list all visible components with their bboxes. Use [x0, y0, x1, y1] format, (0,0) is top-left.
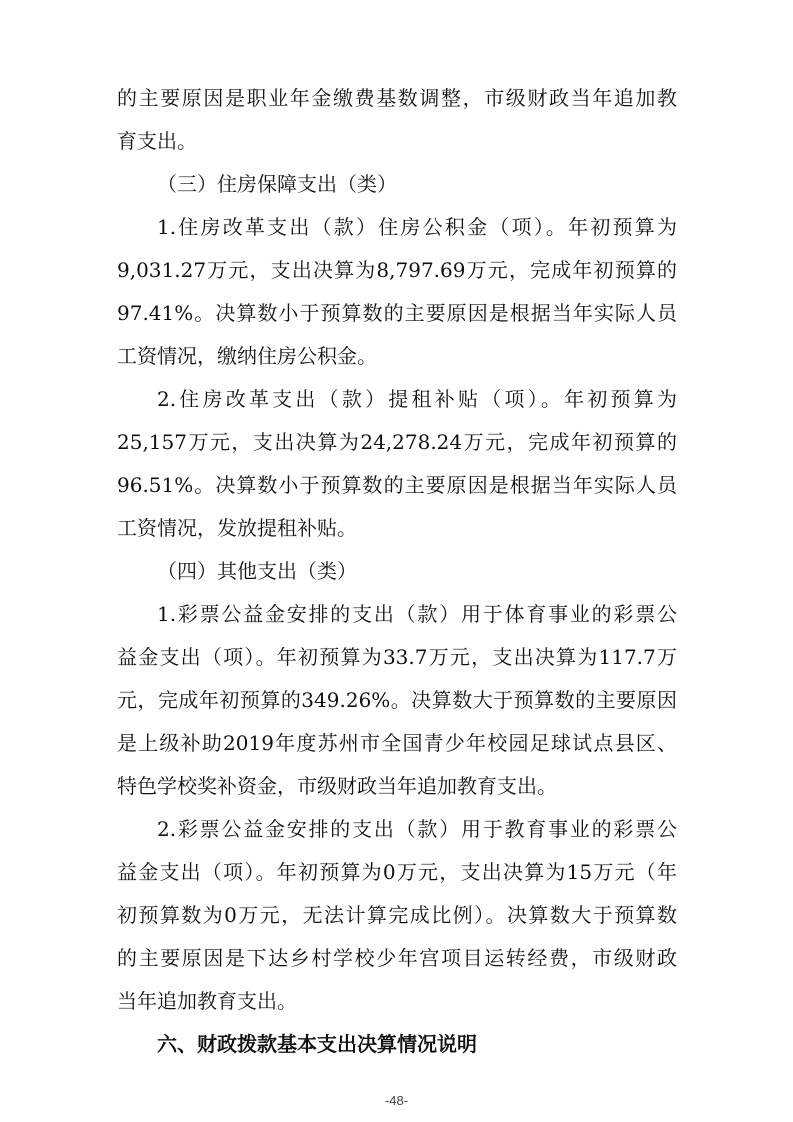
body-line: 育支出。	[117, 129, 197, 153]
body-line: 当年追加教育支出。	[117, 989, 297, 1013]
body-line: 9,031.27万元，支出决算为8,797.69万元，完成年初预算的	[117, 258, 677, 282]
body-line: 的主要原因是职业年金缴费基数调整，市级财政当年追加教	[117, 86, 677, 110]
section-subheading: （四）其他支出（类）	[157, 559, 357, 583]
body-line: 工资情况，发放提租补贴。	[117, 516, 357, 540]
body-line: 97.41%。决算数小于预算数的主要原因是根据当年实际人员	[117, 301, 677, 325]
body-line: 元，完成年初预算的349.26%。决算数大于预算数的主要原因	[117, 688, 677, 712]
body-line: 1.彩票公益金安排的支出（款）用于体育事业的彩票公	[157, 602, 677, 626]
body-line: 特色学校奖补资金，市级财政当年追加教育支出。	[117, 774, 557, 798]
body-line: 96.51%。决算数小于预算数的主要原因是根据当年实际人员	[117, 473, 677, 497]
body-line: 2.住房改革支出（款）提租补贴（项）。年初预算为	[157, 387, 677, 411]
body-line: 益金支出（项）。年初预算为33.7万元，支出决算为117.7万	[117, 645, 677, 669]
page-number: -48-	[384, 1093, 409, 1108]
section-heading: 六、财政拨款基本支出决算情况说明	[157, 1032, 477, 1056]
section-subheading: （三）住房保障支出（类）	[157, 172, 397, 196]
body-line: 工资情况，缴纳住房公积金。	[117, 344, 377, 368]
body-line: 的主要原因是下达乡村学校少年宫项目运转经费，市级财政	[117, 946, 677, 970]
body-line: 2.彩票公益金安排的支出（款）用于教育事业的彩票公	[157, 817, 677, 841]
body-line: 1.住房改革支出（款）住房公积金（项）。年初预算为	[157, 215, 677, 239]
body-line: 是上级补助2019年度苏州市全国青少年校园足球试点县区、	[117, 731, 677, 755]
body-line: 初预算数为0万元，无法计算完成比例）。决算数大于预算数	[117, 903, 677, 927]
body-line: 25,157万元，支出决算为24,278.24万元，完成年初预算的	[117, 430, 677, 454]
body-line: 益金支出（项）。年初预算为0万元，支出决算为15万元（年	[117, 860, 677, 884]
